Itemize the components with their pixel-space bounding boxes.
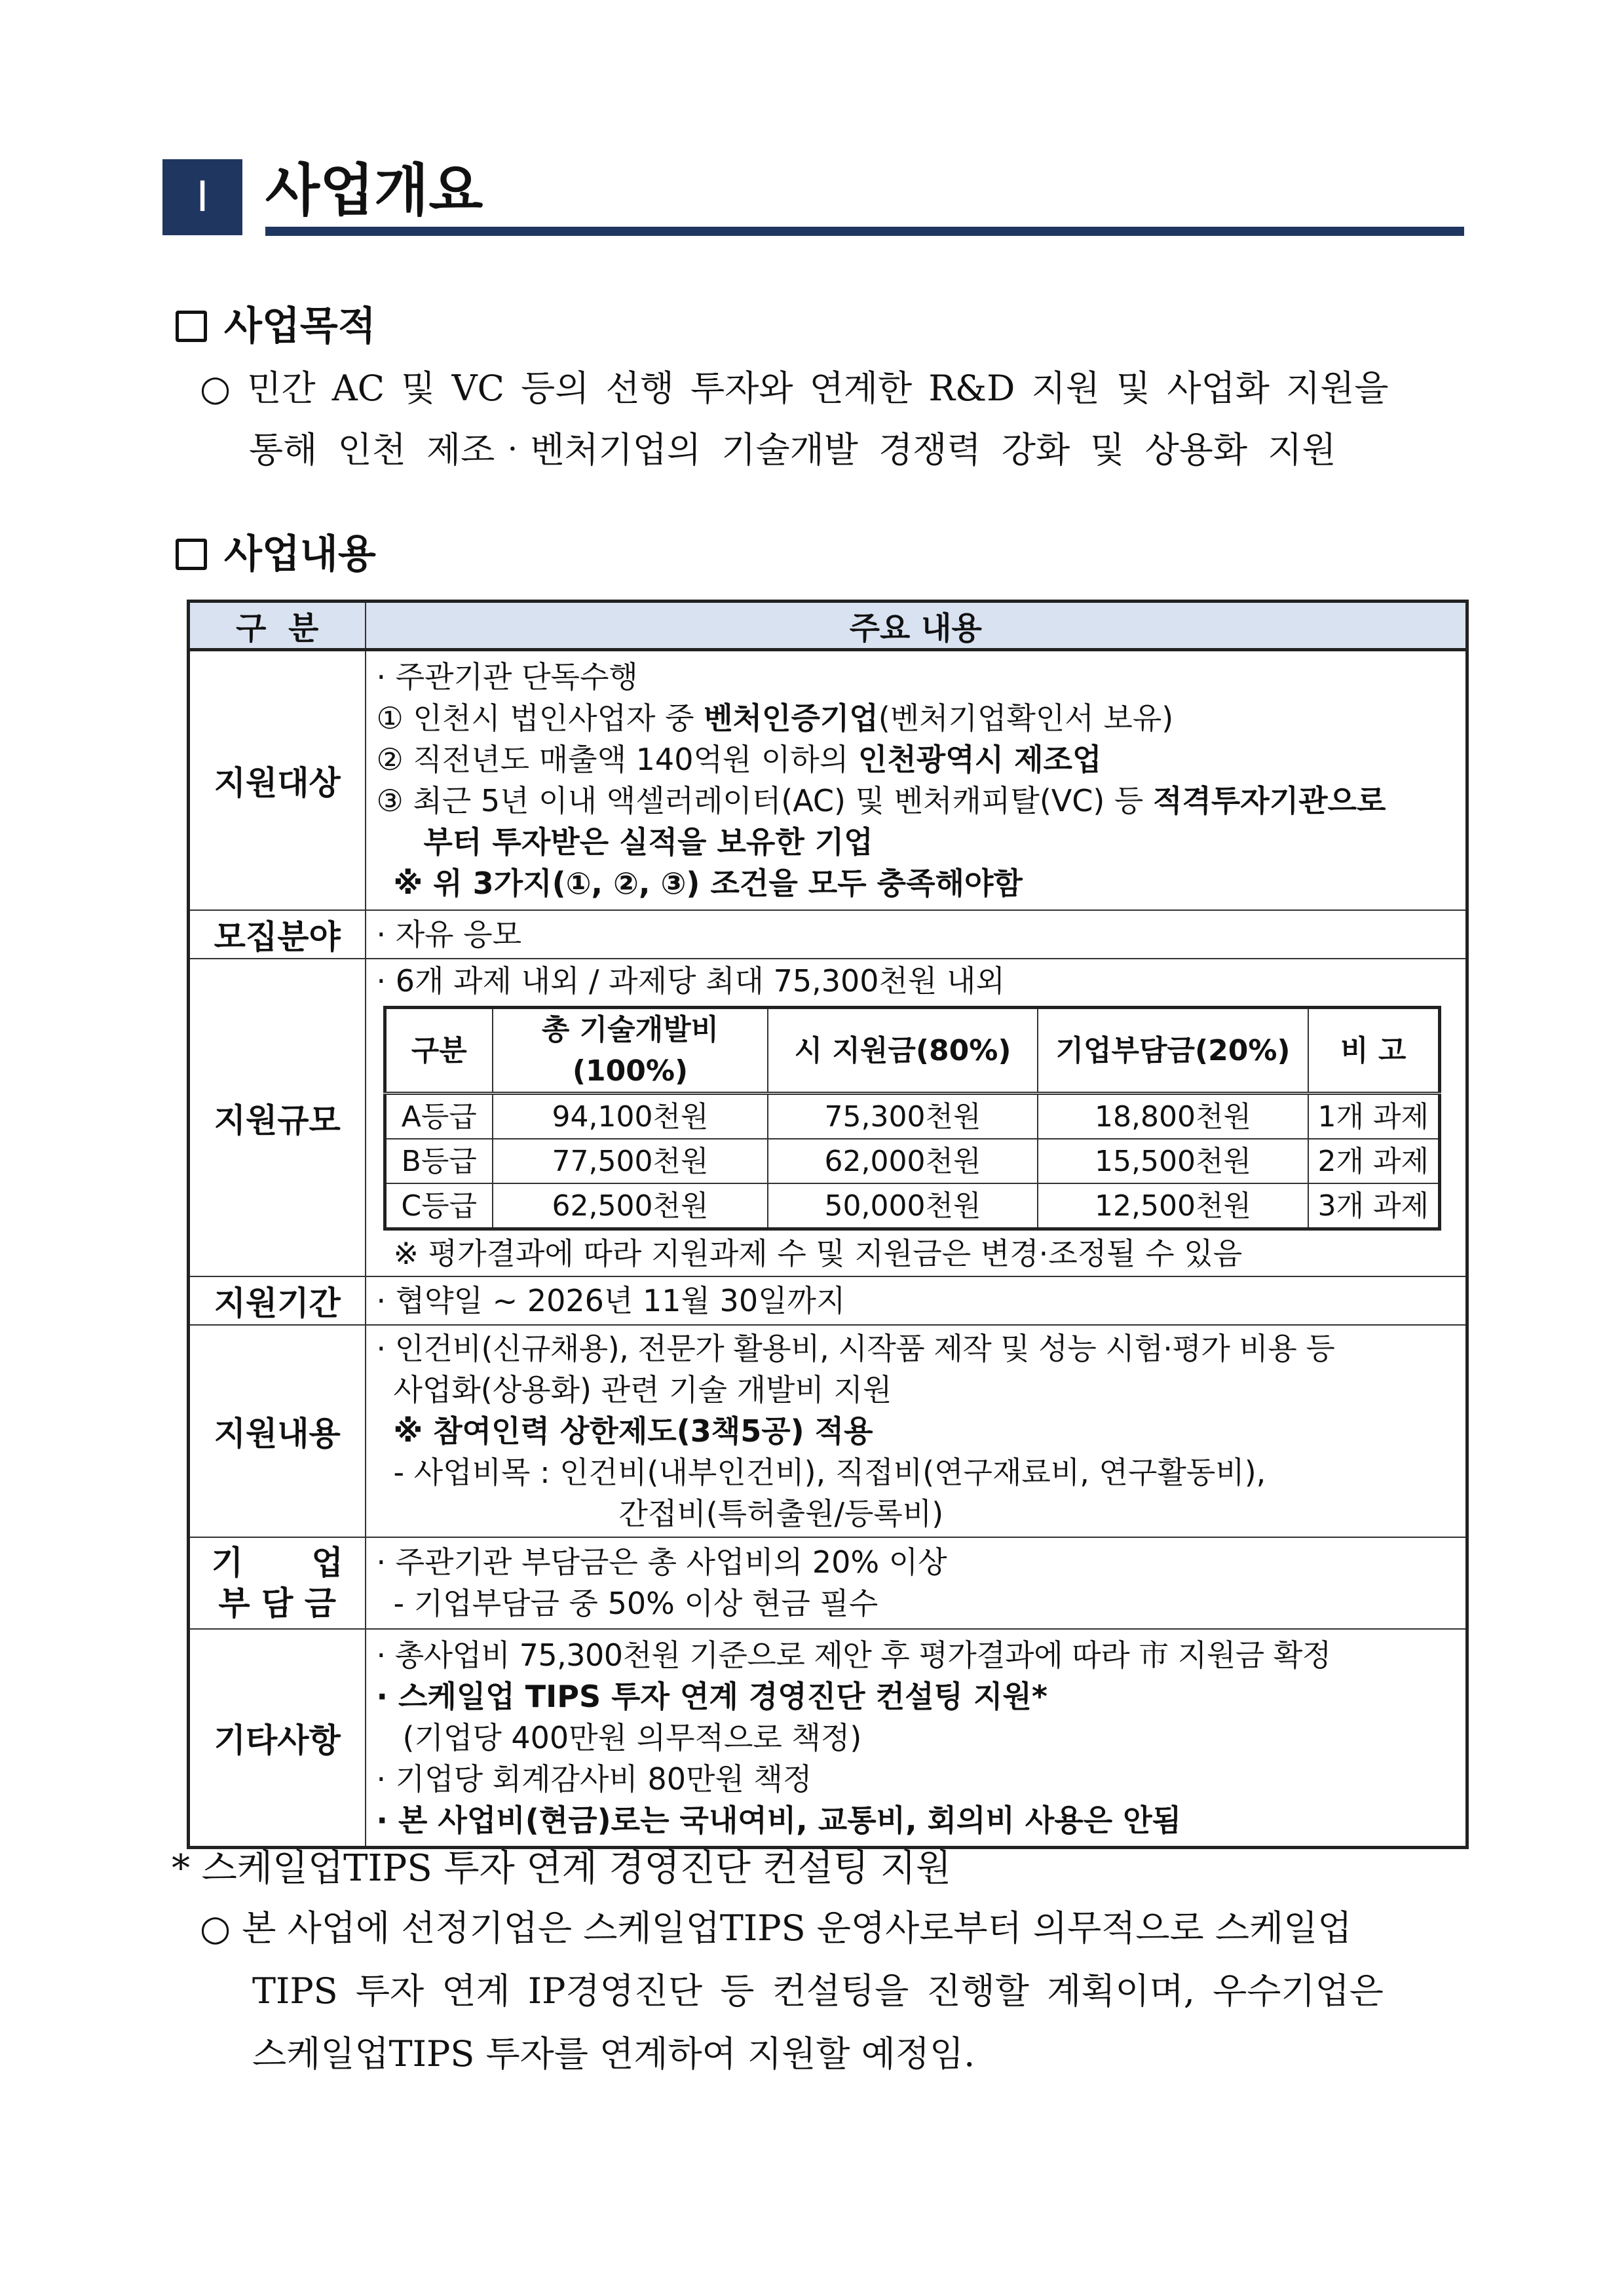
grade-cell: C등급 [385, 1183, 493, 1229]
grade-header-cell: 구분 [385, 1008, 493, 1094]
grade-cell: 1개 과제 [1308, 1094, 1439, 1139]
table-row [189, 1629, 1467, 1848]
chapter-title: 사업개요 [265, 158, 483, 223]
etc-line-3: (기업당 400만원 의무적으로 책정) [402, 1719, 862, 1755]
purpose-line-1: ○ 민간 AC 및 VC 등의 선행 투자와 연계한 R&D 지원 및 사업화 지원을 [200, 368, 1389, 409]
grade-cell: 18,800천원 [1038, 1094, 1308, 1139]
section-purpose-heading [176, 303, 376, 350]
burden-line-2: - 기업부담금 중 50% 이상 현금 필수 [393, 1586, 878, 1621]
checkbox-square-icon [176, 311, 207, 342]
grade-row [385, 1183, 1439, 1229]
etc-bold-text: · 본 사업비(현금)로는 국내여비, 교통비, 회의비 사용은 안됨 [376, 1802, 1182, 1838]
grade-cell: 12,500천원 [1038, 1183, 1308, 1229]
grade-header-cell: 기업부담금(20%) [1038, 1008, 1308, 1094]
row-content-field: · 자유 응모 [366, 910, 1467, 959]
row-label-detail: 지원내용 [189, 1325, 366, 1537]
row-label-burden [189, 1537, 366, 1629]
target-text: ① 인천시 법인사업자 중 [376, 700, 704, 736]
grade-cell: 15,500천원 [1038, 1139, 1308, 1183]
detail-line-1: · 인건비(신규채용), 전문가 활용비, 시작품 제작 및 성능 시험·평가 비용 등 [376, 1330, 1335, 1366]
grade-header-cell: 비 고 [1308, 1008, 1439, 1094]
checkbox-square-icon [176, 539, 207, 570]
row-content-etc [366, 1629, 1467, 1848]
target-text: (벤처기업확인서 보유) [878, 700, 1174, 736]
grade-header-cell: 총 기술개발비(100%) [493, 1008, 768, 1094]
grade-cell: B등급 [385, 1139, 493, 1183]
table-row [189, 650, 1467, 911]
target-note: ※ 위 3가지(①, ②, ③) 조건을 모두 충족해야함 [393, 866, 1023, 901]
etc-bold-text: · 스케일업 TIPS 투자 연계 경영진단 컨설팅 지원* [376, 1678, 1048, 1714]
grade-cell: 75,300천원 [768, 1094, 1038, 1139]
target-line-2 [377, 698, 1460, 739]
row-label-target: 지원대상 [189, 650, 366, 911]
detail-note: ※ 참여인력 상한제도(3책5공) 적용 [393, 1413, 873, 1449]
etc-line-2 [377, 1676, 1460, 1717]
footnote-paragraph [200, 1897, 1471, 2086]
section-content-title: 사업내용 [224, 531, 376, 577]
target-line-1: · 주관기관 단독수행 [376, 659, 638, 695]
grade-table [383, 1006, 1441, 1231]
grade-cell: 50,000천원 [768, 1183, 1038, 1229]
target-line-3 [377, 739, 1460, 780]
target-bold-text: 인천광역시 제조업 [858, 742, 1102, 777]
grade-cell: A등급 [385, 1094, 493, 1139]
target-bold-text: 부터 투자받은 실적을 보유한 기업 [423, 824, 873, 860]
row-content-period: · 협약일 ~ 2026년 11월 30일까지 [366, 1276, 1467, 1325]
grade-header-cell: 시 지원금(80%) [768, 1008, 1038, 1094]
row-content-scale [366, 959, 1467, 1276]
section-purpose-title: 사업목적 [224, 303, 376, 349]
chapter-number-badge: Ⅰ [162, 159, 242, 235]
target-line-5 [377, 822, 1460, 863]
target-line-6 [377, 863, 1460, 904]
grade-header-row [385, 1008, 1439, 1094]
burden-line-1: · 주관기관 부담금은 총 사업비의 20% 이상 [376, 1544, 947, 1580]
grade-cell: 94,100천원 [493, 1094, 768, 1139]
table-row [189, 1325, 1467, 1537]
grade-cell: 77,500천원 [493, 1139, 768, 1183]
row-label-scale: 지원규모 [189, 959, 366, 1276]
row-label-etc: 기타사항 [189, 1629, 366, 1848]
row-content-burden [366, 1537, 1467, 1629]
row-content-detail [366, 1325, 1467, 1537]
table-header-row [189, 602, 1467, 650]
detail-line-2: 사업화(상용화) 관련 기술 개발비 지원 [393, 1371, 892, 1407]
scale-line-1: · 6개 과제 내외 / 과제당 최대 75,300천원 내외 [376, 963, 1005, 999]
target-bold-text: 벤처인증기업 [704, 700, 878, 736]
footnote-line-3: 스케일업TIPS 투자를 연계하여 지원할 예정임. [252, 2033, 975, 2075]
purpose-line-2: 통해 인천 제조‧벤처기업의 기술개발 경쟁력 강화 및 상용화 지원 [249, 429, 1336, 470]
detail-line-5: 간접비(특허출원/등록비) [618, 1495, 944, 1531]
row-label-field: 모집분야 [189, 910, 366, 959]
scale-note: ※ 평가결과에 따라 지원과제 수 및 지원금은 변경·조정될 수 있음 [393, 1236, 1243, 1271]
table-row [189, 910, 1467, 959]
grade-cell: 62,000천원 [768, 1139, 1038, 1183]
table-row [189, 959, 1467, 1276]
chapter-underline [265, 227, 1464, 236]
etc-line-5 [377, 1800, 1460, 1841]
target-line-4 [377, 780, 1460, 822]
row-content-target [366, 650, 1467, 911]
grade-row [385, 1094, 1439, 1139]
target-bold-text: 적격투자기관으로 [1152, 783, 1386, 818]
target-text: ② 직전년도 매출액 140억원 이하의 [376, 742, 858, 777]
header-main-content: 주요 내용 [366, 602, 1467, 650]
table-row [189, 1276, 1467, 1325]
burden-label-line-2: 부 담 금 [218, 1584, 337, 1622]
grade-cell: 2개 과제 [1308, 1139, 1439, 1183]
table-row [189, 1537, 1467, 1629]
detail-line-3 [377, 1411, 1460, 1452]
footnote-line-1: ○ 본 사업에 선정기업은 스케일업TIPS 운영사로부터 의무적으로 스케일업 [200, 1907, 1352, 1949]
target-text: ③ 최근 5년 이내 액셀러레이터(AC) 및 벤처캐피탈(VC) 등 [376, 783, 1153, 818]
footnote-title: * 스케일업TIPS 투자 연계 경영진단 컨설팅 지원 [172, 1847, 951, 1890]
row-label-period: 지원기간 [189, 1276, 366, 1325]
etc-line-1: · 총사업비 75,300천원 기준으로 제안 후 평가결과에 따라 市 지원금 확정 [376, 1637, 1331, 1673]
grade-row [385, 1139, 1439, 1183]
grade-cell: 3개 과제 [1308, 1183, 1439, 1229]
grade-cell: 62,500천원 [493, 1183, 768, 1229]
purpose-paragraph [200, 358, 1477, 481]
etc-line-4: · 기업당 회계감사비 80만원 책정 [376, 1761, 812, 1797]
burden-label-line-1: 기 업 [211, 1544, 343, 1582]
section-content-heading [176, 531, 376, 578]
detail-line-4: - 사업비목 : 인건비(내부인건비), 직접비(연구재료비, 연구활동비), [393, 1454, 1266, 1490]
header-category: 구 분 [189, 602, 366, 650]
footnote-line-2: TIPS 투자 연계 IP경영진단 등 컨설팅을 진행할 계획이며, 우수기업은 [252, 1970, 1384, 2012]
business-content-table [187, 600, 1469, 1849]
